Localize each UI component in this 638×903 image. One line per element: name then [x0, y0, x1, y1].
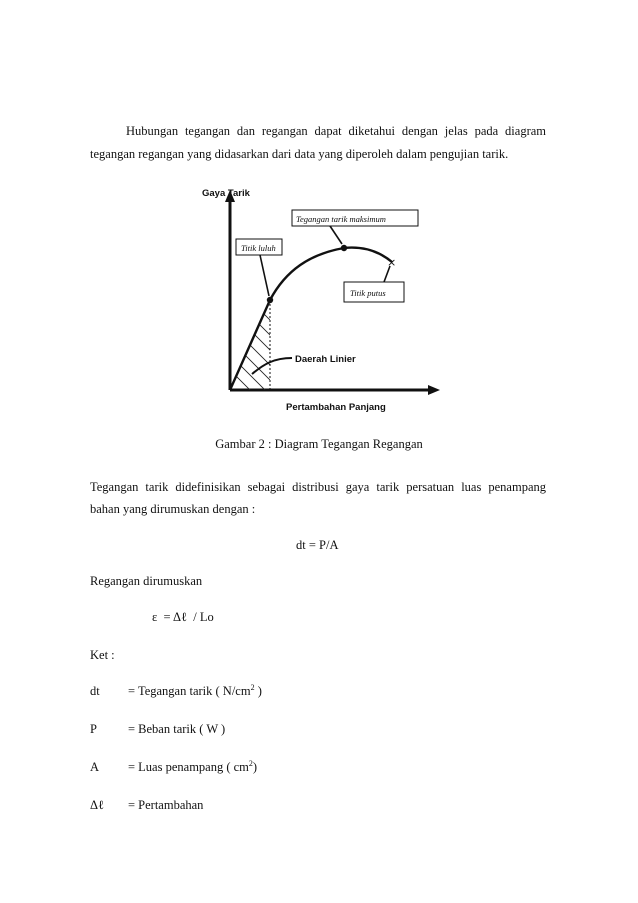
key-symbol: Δℓ [90, 798, 105, 812]
key-text-after: ) [252, 760, 258, 774]
key-superscript: 2 [248, 758, 253, 768]
max-stress-label: Tegangan tarik maksimum [296, 214, 386, 224]
definition-line-1: Tegangan tarik didefinisikan sebagai distribusi gaya tarik persatuan luas penampang [90, 480, 546, 494]
max-stress-pointer [330, 226, 342, 244]
definition-line-2: bahan yang dirumuskan dengan : [90, 502, 256, 516]
linear-region-pointer [252, 358, 292, 374]
stress-strain-svg [198, 178, 450, 426]
x-axis-arrow-icon [428, 385, 440, 395]
formula-stress: dt = P/A [296, 538, 339, 552]
key-row-dt [90, 684, 262, 699]
figure-caption: Gambar 2 : Diagram Tegangan Regangan [215, 437, 423, 451]
key-text-after: ) [254, 684, 262, 698]
key-text: = Beban tarik ( W ) [128, 722, 226, 736]
yield-pointer [260, 255, 269, 296]
key-symbol: P [90, 722, 97, 736]
linear-region-label: Daerah Linier [295, 354, 356, 365]
x-axis-label: Pertambahan Panjang [286, 402, 386, 413]
intro-line-1: Hubungan tegangan dan regangan dapat diketahui dengan jelas pada diagram [126, 124, 546, 138]
key-row-p [90, 722, 225, 737]
key-symbol: dt [90, 684, 100, 698]
key-symbol: A [90, 760, 100, 774]
key-superscript: 2 [250, 682, 255, 692]
key-row-delta-l [90, 798, 203, 813]
stress-strain-diagram [198, 178, 450, 426]
ket-label: Ket : [90, 648, 115, 662]
break-point-marker-icon: × [387, 256, 397, 269]
key-row-a [90, 760, 257, 775]
max-stress-point [341, 245, 347, 251]
stress-strain-curve [230, 248, 392, 390]
key-text: = Tegangan tarik ( N/cm [128, 684, 251, 698]
break-label: Titik putus [350, 288, 386, 298]
key-text: = Pertambahan [128, 798, 204, 812]
yield-label: Titik luluh [241, 243, 276, 253]
strain-heading: Regangan dirumuskan [90, 574, 203, 588]
y-axis-label: Gaya Tarik [202, 188, 250, 199]
intro-line-2: tegangan regangan yang didasarkan dari data yang diperoleh dalam pengujian tarik. [90, 147, 509, 161]
formula-strain: ε = Δℓ / Lo [152, 610, 214, 624]
key-text: = Luas penampang ( cm [128, 760, 249, 774]
yield-point [267, 297, 273, 303]
